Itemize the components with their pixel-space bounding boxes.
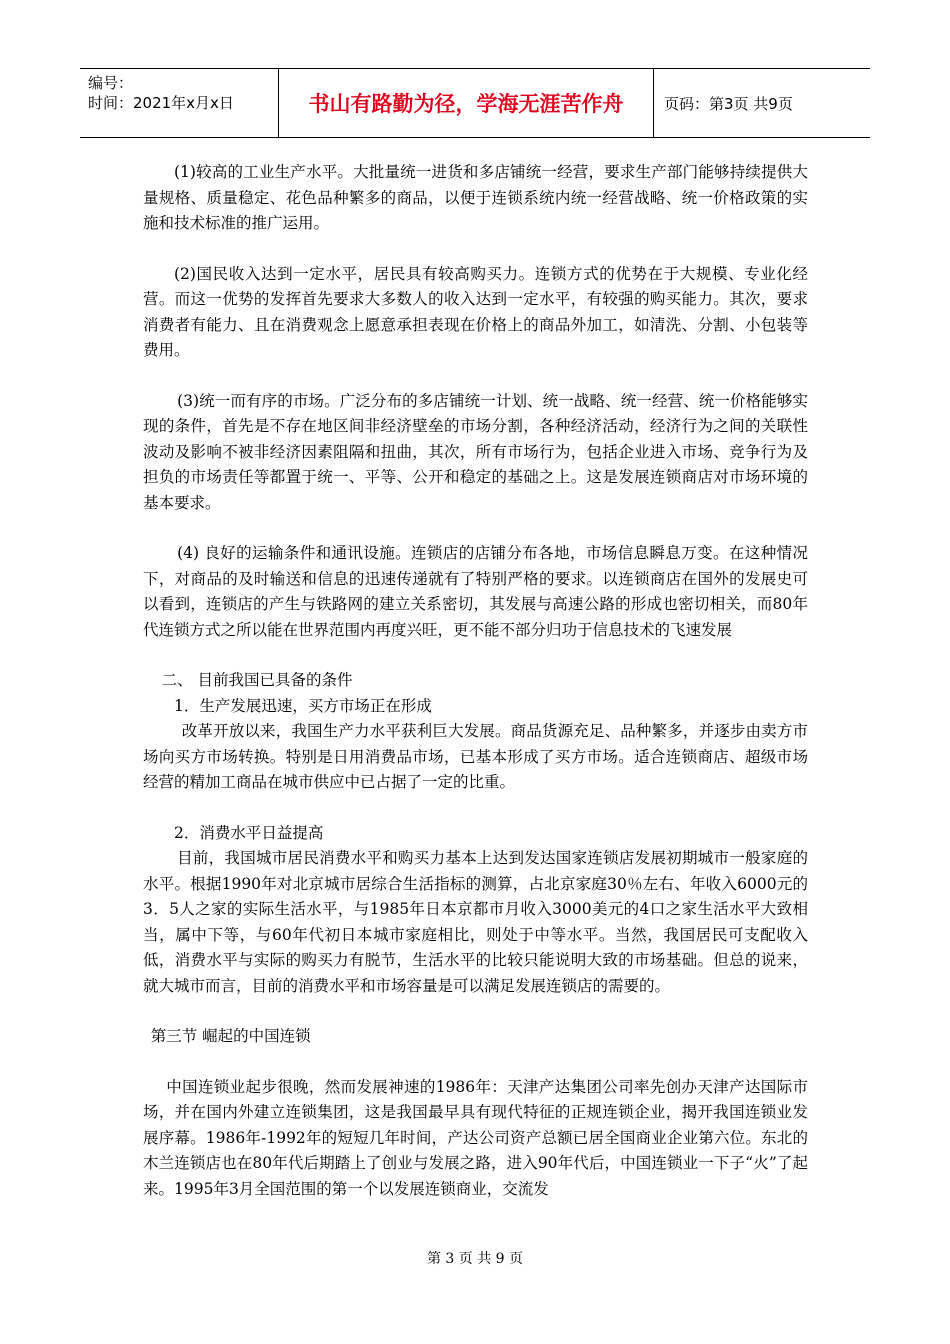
subsection-heading: 2．消费水平日益提高 xyxy=(174,823,324,842)
document-date: 时间：2021年x月x日 xyxy=(88,94,234,112)
paragraph: (1)较高的工业生产水平。大批量统一进货和多店铺统一经营，要求生产部门能够持续提供大量规格、质量稳定、花色品种繁多的商品，以便于连锁系统内统一经营战略、统一价格政策的实施和技术标准的推广运用。 xyxy=(143,163,808,232)
page-footer: 第 3 页 共 9 页 xyxy=(426,1251,524,1267)
paragraph: (3)统一而有序的市场。广泛分布的多店铺统一计划、统一战略、统一经营、统一价格能够实现的条件，首先是不存在地区间非经济壁垒的市场分割，各种经济活动，经济行为之间的关联性波动及影响不被非经济因素阻隔和扭曲，其次，所有市场行为，包括企业进入市场、竞争行为及担负的市场责任等都置于统一、平等、公开和稳定的基础之上。这是发展连锁商店对市场环境的基本要求。 xyxy=(143,391,808,512)
chapter-heading: 第三节 崛起的中国连锁 xyxy=(150,1027,311,1045)
page-header xyxy=(80,68,870,138)
paragraph: (4) 良好的运输条件和通讯设施。连锁店的店铺分布各地，市场信息瞬息万变。在这种情况下，对商品的及时输送和信息的迅速传递就有了特别严格的要求。以连锁商店在国外的发展史可以看到，连锁店的产生与铁路网的建立关系密切，其发展与高速公路的形成也密切相关，而80年代连锁方式之所以能在世界范围内再度兴旺，更不能不部分归功于信息技术的飞速发展 xyxy=(143,544,808,639)
header-motto: 书山有路勤为径，学海无涯苦作舟 xyxy=(279,69,654,137)
document-body xyxy=(143,160,808,1202)
section-heading: 二、 目前我国已具备的条件 xyxy=(161,671,353,689)
paragraph: (2)国民收入达到一定水平，居民具有较高购买力。连锁方式的优势在于大规模、专业化经营。而这一优势的发挥首先要求大多数人的收入达到一定水平，有较强的购买能力。其次，要求消费者有能力、且在消费观念上愿意承担表现在价格上的商品外加工，如清洗、分割、小包装等费用。 xyxy=(143,264,808,359)
header-page-info: 页码：第3页 共9页 xyxy=(664,94,793,113)
document-number-label: 编号： xyxy=(88,74,134,92)
subsection-heading: 1．生产发展迅速，买方市场正在形成 xyxy=(174,696,432,715)
paragraph: 目前，我国城市居民消费水平和购买力基本上达到发达国家连锁店发展初期城市一般家庭的水平。根据1990年对北京城市居综合生活指标的测算，占北京家庭30％左右、年收入6000元的3．5人之家的实际生活水平，与1985年日本京都市月收入3000美元的4口之家生活水平大致相当，属中下等，与60年代初日本城市家庭相比，则处于中等水平。当然，我国居民可支配收入低，消费水平与实际的购买力有脱节，生活水平的比较只能说明大致的市场基础。但总的说来，就大城市而言，目前的消费水平和市场容量是可以满足发展连锁店的需要的。 xyxy=(143,849,808,995)
paragraph: 中国连锁业起步很晚，然而发展神速的1986年：天津产达集团公司率先创办天津产达国际市场，并在国内外建立连锁集团，这是我国最早具有现代特征的正规连锁企业，揭开我国连锁业发展序幕。1986年-1992年的短短几年时间，产达公司资产总额已居全国商业企业第六位。东北的木兰连锁店也在80年代后期踏上了创业与发展之路，进入90年代后，中国连锁业一下子“火”了起来。1995年3月全国范围的第一个以发展连锁商业，交流发 xyxy=(143,1077,808,1198)
header-meta xyxy=(80,69,279,137)
paragraph: 改革开放以来，我国生产力水平获利巨大发展。商品货源充足、品种繁多，并逐步由卖方市场向买方市场转换。特别是日用消费品市场，已基本形成了买方市场。适合连锁商店、超级市场经营的精加工商品在城市供应中已占据了一定的比重。 xyxy=(143,722,808,791)
